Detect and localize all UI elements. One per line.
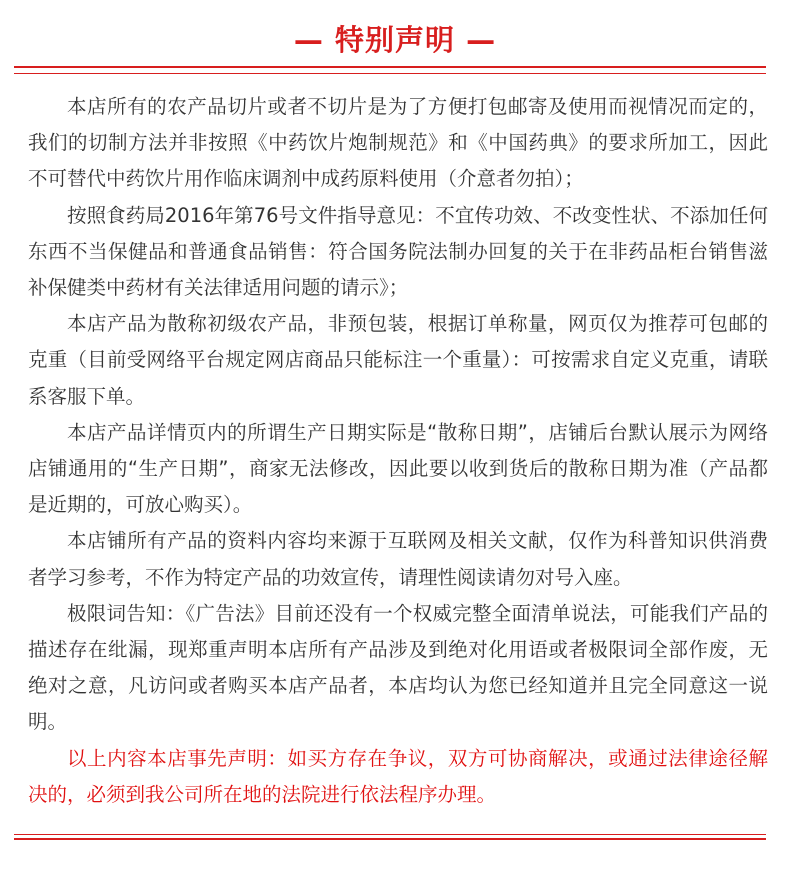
paragraph-bulk-weighing: 本店产品为散称初级农产品，非预包装，根据订单称量，网页仅为推荐可包邮的克重（目前受网络平台规定网店商品只能标注一个重量）：可按需求自定义克重，请联系客服下单。 — [28, 312, 768, 408]
paragraph-content-source: 本店铺所有产品的资料内容均来源于互联网及相关文献，仅作为科普知识供消费者学习参考，不作为特定产品的功效宣传，请理性阅读请勿对号入座。 — [28, 529, 768, 589]
paragraph-dispute-notice: 以上内容本店事先声明：如买方存在争议，双方可协商解决，或通过法律途径解决的，必须到我公司所在地的法院进行依法程序办理。 — [28, 746, 768, 806]
paragraph-cutting-method: 本店所有的农产品切片或者不切片是为了方便打包邮寄及使用而视情况而定的，我们的切制方法并非按照《中药饮片炮制规范》和《中国药典》的要求所加工，因此不可替代中药饮片用作临床调剂中成药原料使用（介意者勿拍）； — [28, 95, 768, 191]
disclaimer-body — [28, 89, 768, 813]
bottom-divider-thin — [14, 834, 766, 835]
bottom-divider-thick — [14, 838, 766, 840]
paragraph-extreme-words: 极限词告知：《广告法》目前还没有一个权威完整全面清单说法，可能我们产品的描述存在纰漏，现郑重声明本店所有产品涉及到绝对化用语或者极限词全部作废，无绝对之意，凡访问或者购买本店产品者，本店均认为您已经知道并且完全同意这一说明。 — [28, 601, 768, 734]
page-title: — 特别声明 — — [293, 23, 497, 57]
top-divider-thick — [14, 66, 766, 68]
paragraph-production-date: 本店产品详情页内的所谓生产日期实际是“散称日期”，店铺后台默认展示为网络店铺通用的“生产日期”，商家无法修改，因此要以收到货后的散称日期为准（产品都是近期的，可放心购买）。 — [28, 420, 768, 517]
paragraph-regulation-guidance: 按照食药局2016年第76号文件指导意见：不宜传功效、不改变性状、不添加任何东西不当保健品和普通食品销售：符合国务院法制办回复的关于在非药品柜台销售滋补保健类中药材有关法律适用问题的请示》； — [28, 203, 768, 300]
top-divider-thin — [14, 73, 766, 74]
